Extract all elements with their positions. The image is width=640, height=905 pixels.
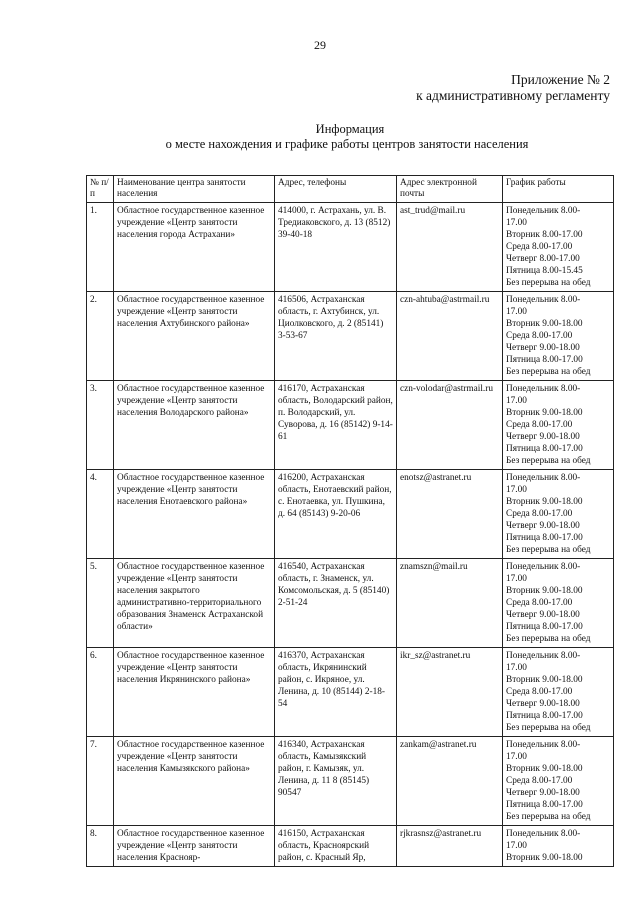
schedule-line: Понедельник 8.00- — [506, 829, 581, 839]
schedule-line: Пятница 8.00-17.00 — [506, 711, 583, 721]
schedule-line: Без перерыва на обед — [506, 545, 591, 555]
table-header-row — [87, 176, 614, 203]
schedule-line: 17.00 — [506, 574, 527, 584]
schedule-line: Пятница 8.00-15.45 — [506, 266, 583, 276]
center-name: Областное государственное казенное учреждение «Центр занятости населения Икрянинского района» — [114, 648, 275, 737]
document-title — [0, 122, 640, 152]
schedule-line: Без перерыва на обед — [506, 812, 591, 822]
schedule-line: Среда 8.00-17.00 — [506, 687, 573, 697]
schedule-line: Понедельник 8.00- — [506, 206, 581, 216]
center-email: znamszn@mail.ru — [397, 559, 503, 648]
center-address: 416340, Астраханская область, Камызякский район, г. Камызяк, ул. Ленина, д. 11 8 (85145) 90547 — [275, 737, 397, 826]
schedule-line: Без перерыва на обед — [506, 456, 591, 466]
title-line1: Информация — [315, 122, 385, 136]
center-address: 416506, Астраханская область, г. Ахтубинск, ул. Циолковского, д. 2 (85141) 3-53-67 — [275, 292, 397, 381]
schedule-line: Без перерыва на обед — [506, 278, 591, 288]
center-address: 416540, Астраханская область, г. Знаменск, ул. Комсомольская, д. 5 (85140) 2-51-24 — [275, 559, 397, 648]
schedule-line: Среда 8.00-17.00 — [506, 420, 573, 430]
center-address: 416150, Астраханская область, Красноярский район, с. Красный Яр, — [275, 826, 397, 867]
center-email: zankam@astranet.ru — [397, 737, 503, 826]
schedule-line: Понедельник 8.00- — [506, 740, 581, 750]
schedule-line: 17.00 — [506, 307, 527, 317]
center-email: enotsz@astranet.ru — [397, 470, 503, 559]
center-email: rjkrasnsz@astranet.ru — [397, 826, 503, 867]
schedule-line: Вторник 9.00-18.00 — [506, 319, 583, 329]
schedule-line: 17.00 — [506, 485, 527, 495]
schedule-line: Вторник 9.00-18.00 — [506, 497, 583, 507]
work-schedule — [503, 470, 614, 559]
header-name: Наименование центра занятости населения — [114, 176, 275, 203]
center-name: Областное государственное казенное учреждение «Центр занятости населения города Астрахани» — [114, 203, 275, 292]
schedule-line: 17.00 — [506, 663, 527, 673]
title-line2: о месте нахождения и графике работы центров занятости населения — [165, 137, 529, 151]
table-row — [87, 470, 614, 559]
schedule-line: Четверг 9.00-18.00 — [506, 343, 580, 353]
header-address: Адрес, телефоны — [275, 176, 397, 203]
schedule-line: Вторник 9.00-18.00 — [506, 586, 583, 596]
center-email: czn-ahtuba@astrmail.ru — [397, 292, 503, 381]
schedule-line: Пятница 8.00-17.00 — [506, 800, 583, 810]
schedule-line: Четверг 9.00-18.00 — [506, 521, 580, 531]
schedule-line: Пятница 8.00-17.00 — [506, 355, 583, 365]
schedule-line: Без перерыва на обед — [506, 634, 591, 644]
schedule-line: Понедельник 8.00- — [506, 651, 581, 661]
schedule-line: Понедельник 8.00- — [506, 384, 581, 394]
schedule-line: Без перерыва на обед — [506, 723, 591, 733]
work-schedule — [503, 737, 614, 826]
center-email: czn-volodar@astrmail.ru — [397, 381, 503, 470]
schedule-line: Вторник 9.00-18.00 — [506, 853, 583, 863]
table-row — [87, 737, 614, 826]
row-number: 7. — [87, 737, 114, 826]
schedule-line: Пятница 8.00-17.00 — [506, 444, 583, 454]
row-number: 3. — [87, 381, 114, 470]
center-email: ast_trud@mail.ru — [397, 203, 503, 292]
center-name: Областное государственное казенное учреждение «Центр занятости населения Володарского района» — [114, 381, 275, 470]
appendix-line2: к административному регламенту — [416, 88, 610, 103]
schedule-line: Пятница 8.00-17.00 — [506, 533, 583, 543]
row-number: 6. — [87, 648, 114, 737]
header-schedule: График работы — [503, 176, 614, 203]
schedule-line: Среда 8.00-17.00 — [506, 598, 573, 608]
appendix-heading — [416, 72, 610, 104]
schedule-line: Четверг 8.00-17.00 — [506, 254, 580, 264]
center-address: 414000, г. Астрахань, ул. В. Тредиаковского, д. 13 (8512) 39-40-18 — [275, 203, 397, 292]
schedule-line: Четверг 9.00-18.00 — [506, 699, 580, 709]
header-num: № п/п — [87, 176, 114, 203]
schedule-line: Среда 8.00-17.00 — [506, 331, 573, 341]
table-row — [87, 559, 614, 648]
schedule-line: Четверг 9.00-18.00 — [506, 610, 580, 620]
center-name: Областное государственное казенное учреждение «Центр занятости населения закрытого административно-территориального образования Знаменск Астраханской области» — [114, 559, 275, 648]
schedule-line: Понедельник 8.00- — [506, 473, 581, 483]
table-body — [87, 203, 614, 867]
work-schedule — [503, 648, 614, 737]
row-number: 5. — [87, 559, 114, 648]
row-number: 1. — [87, 203, 114, 292]
schedule-line: Среда 8.00-17.00 — [506, 242, 573, 252]
row-number: 4. — [87, 470, 114, 559]
center-name: Областное государственное казенное учреждение «Центр занятости населения Енотаевского района» — [114, 470, 275, 559]
schedule-line: Вторник 9.00-18.00 — [506, 675, 583, 685]
work-schedule — [503, 203, 614, 292]
page-number: 29 — [314, 38, 326, 52]
center-address: 416200, Астраханская область, Енотаевский район, с. Енотаевка, ул. Пушкина, д. 64 (85143) 9-20-06 — [275, 470, 397, 559]
table-row — [87, 381, 614, 470]
schedule-line: 17.00 — [506, 396, 527, 406]
schedule-line: Среда 8.00-17.00 — [506, 776, 573, 786]
center-address: 416370, Астраханская область, Икрянинский район, с. Икряное, ул. Ленина, д. 10 (85144) 2-18-54 — [275, 648, 397, 737]
schedule-line: Без перерыва на обед — [506, 367, 591, 377]
center-name: Областное государственное казенное учреждение «Центр занятости населения Камызякского района» — [114, 737, 275, 826]
table-row — [87, 826, 614, 867]
center-address: 416170, Астраханская область, Володарский район, п. Володарский, ул. Суворова, д. 16 (85142) 9-14-61 — [275, 381, 397, 470]
center-email: ikr_sz@astranet.ru — [397, 648, 503, 737]
schedule-line: Понедельник 8.00- — [506, 295, 581, 305]
table-row — [87, 648, 614, 737]
employment-centers-table — [86, 175, 614, 867]
center-name: Областное государственное казенное учреждение «Центр занятости населения Ахтубинского района» — [114, 292, 275, 381]
schedule-line: Пятница 8.00-17.00 — [506, 622, 583, 632]
schedule-line: 17.00 — [506, 218, 527, 228]
schedule-line: 17.00 — [506, 752, 527, 762]
work-schedule — [503, 292, 614, 381]
schedule-line: Четверг 9.00-18.00 — [506, 432, 580, 442]
header-email: Адрес электронной почты — [397, 176, 503, 203]
schedule-line: Четверг 9.00-18.00 — [506, 788, 580, 798]
schedule-line: Вторник 8.00-17.00 — [506, 230, 583, 240]
appendix-line1: Приложение № 2 — [511, 72, 610, 87]
table-row — [87, 203, 614, 292]
schedule-line: Среда 8.00-17.00 — [506, 509, 573, 519]
schedule-line: Вторник 9.00-18.00 — [506, 764, 583, 774]
work-schedule — [503, 826, 614, 867]
schedule-line: Понедельник 8.00- — [506, 562, 581, 572]
work-schedule — [503, 381, 614, 470]
row-number: 2. — [87, 292, 114, 381]
row-number: 8. — [87, 826, 114, 867]
schedule-line: 17.00 — [506, 841, 527, 851]
center-name: Областное государственное казенное учреждение «Центр занятости населения Краснояр- — [114, 826, 275, 867]
table-row — [87, 292, 614, 381]
work-schedule — [503, 559, 614, 648]
schedule-line: Вторник 9.00-18.00 — [506, 408, 583, 418]
